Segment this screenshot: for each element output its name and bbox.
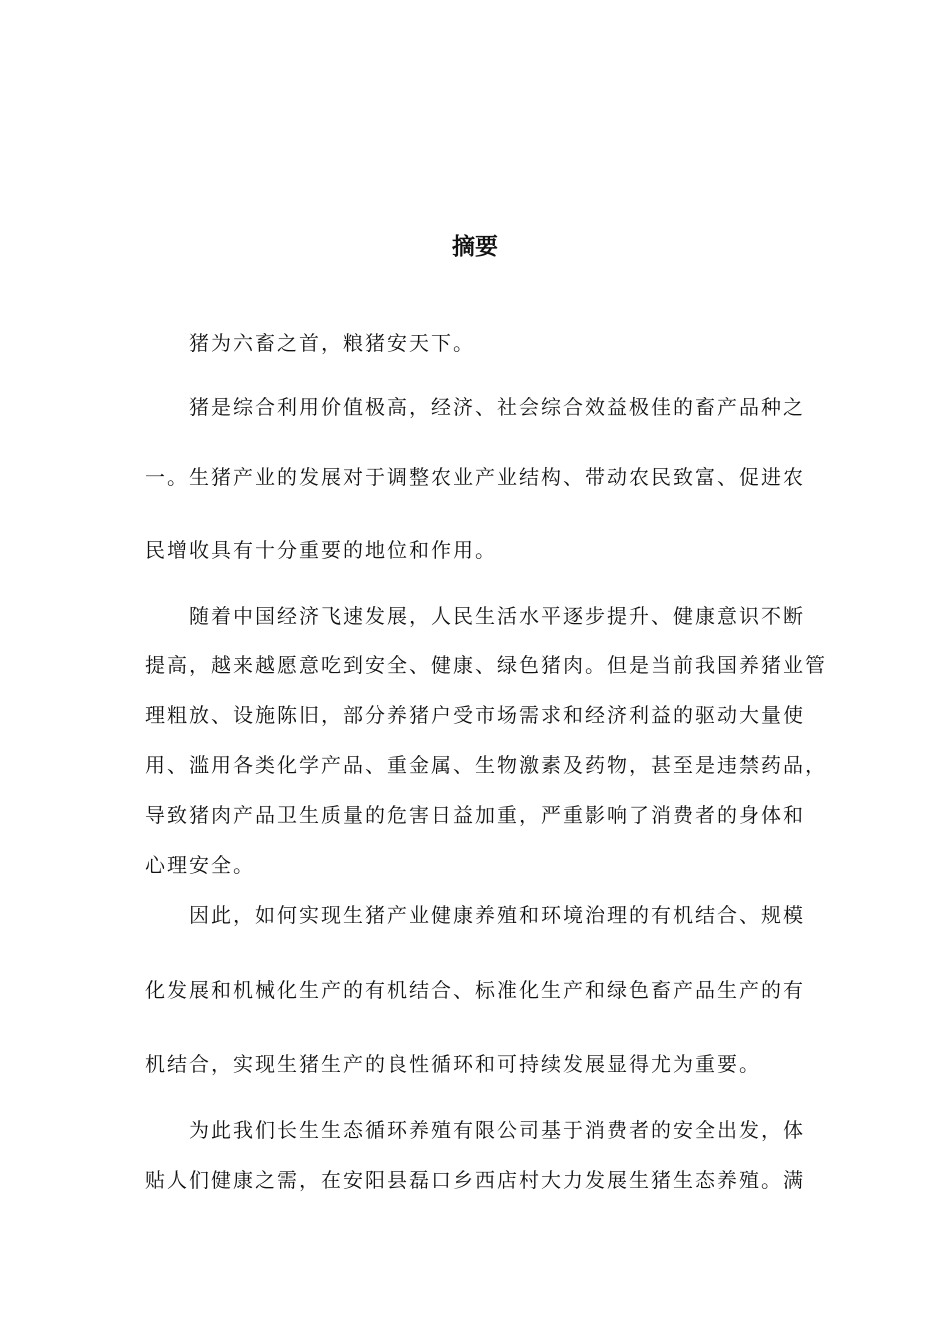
paragraph-4-line-3: 机结合，实现生猪生产的良性循环和可持续发展显得尤为重要。	[145, 1052, 761, 1076]
paragraph-3-line-4: 用、滥用各类化学产品、重金属、生物激素及药物，甚至是违禁药品，	[145, 753, 827, 777]
paragraph-1-line-1: 猪为六畜之首，粮猪安天下。	[189, 331, 475, 355]
paragraph-2-line-1: 猪是综合利用价值极高，经济、社会综合效益极佳的畜产品种之	[189, 395, 805, 419]
paragraph-3-line-5: 导致猪肉产品卫生质量的危害日益加重，严重影响了消费者的身体和	[145, 803, 805, 827]
paragraph-3-line-3: 理粗放、设施陈旧，部分养猪户受市场需求和经济利益的驱动大量使	[145, 703, 805, 727]
paragraph-4-line-2: 化发展和机械化生产的有机结合、标准化生产和绿色畜产品生产的有	[145, 978, 805, 1002]
paragraph-5-line-1: 为此我们长生生态循环养殖有限公司基于消费者的安全出发，体	[189, 1118, 805, 1142]
page-title: 摘要	[452, 234, 498, 260]
paragraph-5-line-2: 贴人们健康之需，在安阳县磊口乡西店村大力发展生猪生态养殖。满	[145, 1168, 805, 1192]
paragraph-3-line-6: 心理安全。	[145, 853, 255, 877]
paragraph-2-line-3: 民增收具有十分重要的地位和作用。	[145, 538, 497, 562]
paragraph-3-line-2: 提高，越来越愿意吃到安全、健康、绿色猪肉。但是当前我国养猪业管	[145, 653, 827, 677]
paragraph-4-line-1: 因此，如何实现生猪产业健康养殖和环境治理的有机结合、规模	[189, 903, 805, 927]
paragraph-2-line-2: 一。生猪产业的发展对于调整农业产业结构、带动农民致富、促进农	[145, 465, 805, 489]
paragraph-3-line-1: 随着中国经济飞速发展，人民生活水平逐步提升、健康意识不断	[189, 604, 805, 628]
